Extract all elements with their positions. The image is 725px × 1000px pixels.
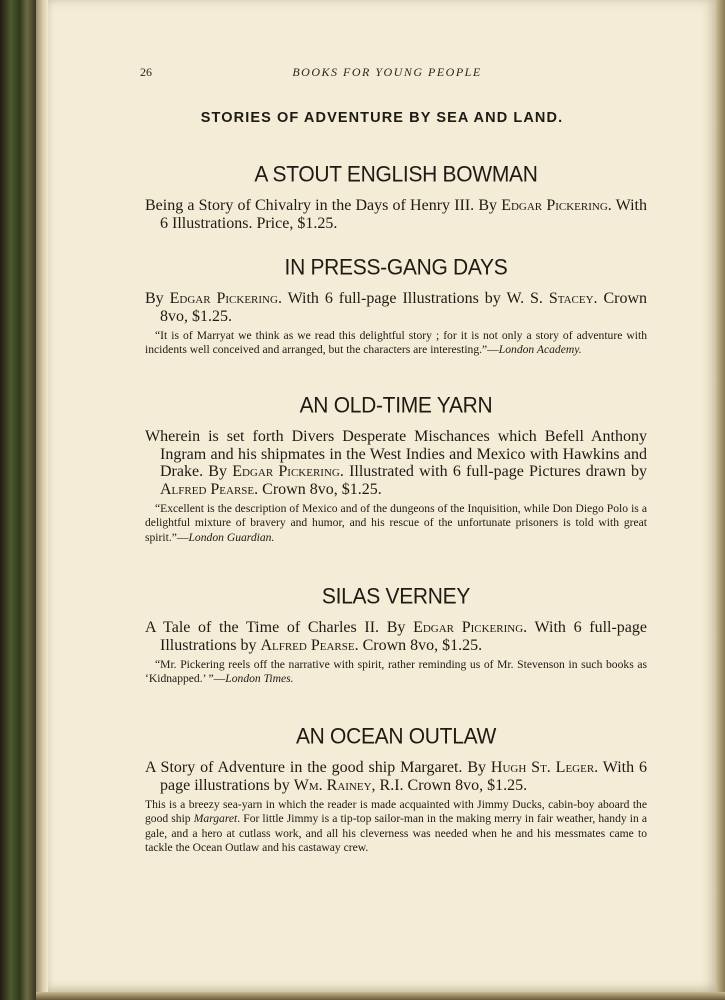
author-name: Edgar Pickering [169,290,278,307]
book-title: AN OCEAN OUTLAW [295,724,497,749]
review-quote: “Excellent is the description of Mexico and of the dungeons of the Inquisition, while Don Diego Polo is a delightful mixture of bravery and humor, and his rescue of the unfortunate prisoners is told with great spirit.”—London Guardian. [145,502,647,544]
review-source: London Times. [225,672,294,686]
book-entry-ocean-outlaw [145,725,647,855]
illustrator-name: S. Stacey [530,290,594,307]
book-title: SILAS VERNEY [321,584,471,609]
book-description: Being a Story of Chivalry in the Days of Henry III. By Edgar Pickering. With 6 Illustrations. Price, $1.25. [145,197,647,232]
book-description: A Tale of the Time of Charles II. By Edgar Pickering. With 6 full-page Illustrations by Alfred Pearse. Crown 8vo, $1.25. [145,619,647,654]
page-edge-right [716,0,725,1000]
author-name: Hugh St. Leger [490,759,595,776]
book-title: A STOUT ENGLISH BOWMAN [254,162,538,187]
section-heading: STORIES OF ADVENTURE BY SEA AND LAND. [200,110,564,126]
illustrator-name: Wm. Rainey [293,776,372,794]
book-title: AN OLD-TIME YARN [299,393,493,418]
book-description: A Story of Adventure in the good ship Margaret. By Hugh St. Leger. With 6 page illustrations by Wm. Rainey, R.I. Crown 8vo, $1.25. [145,759,648,794]
author-name: Edgar Pickering [501,197,608,214]
review-quote: “It is of Marryat we think as we read this delightful story ; for it is not only a story of adventure with incidents well conceived and arranged, but the characters are interesting.”—London Academy. [145,329,647,357]
review-blurb: This is a breezy sea-yarn in which the reader is made acquainted with Jimmy Ducks, cabin-boy aboard the good ship Margaret. For little Jimmy is a tip-top sailor-man in the making merry in fair weather, handy in a gale, and a hero at cutlass work, and all his cleverness was needed when he and his messmates came to tackle the Ocean Outlaw and his castaway crew. [145,798,647,854]
book-entry-stout-english-bowman [145,163,647,232]
page-number: 26 [140,65,152,79]
book-description: Wherein is set forth Divers Desperate Mischances which Befell Anthony Ingram and his shipmates in the West Indies and Mexico with Hawkins and Drake. By Edgar Pickering. Illustrated with 6 full-page Pictures drawn by Alfred Pearse. Crown 8vo, $1.25. [145,428,648,498]
page-edge-bottom [36,992,725,1000]
book-title: IN PRESS-GANG DAYS [284,255,508,280]
book-entry-silas-verney [145,585,647,687]
author-name: Edgar Pickering [413,619,524,636]
illustrator-name: Alfred Pearse [260,636,355,654]
running-head [48,65,716,83]
book-entry-press-gang-days [145,256,647,358]
review-quote: “Mr. Pickering reels off the narrative with spirit, rather reminding us of Mr. Stevenson in such books as ‘Kidnapped.’ ”—London Times. [145,658,647,686]
book-spine [0,0,36,1000]
page-gutter [36,0,48,1000]
book-entry-old-time-yarn [145,394,647,545]
ship-name: Margaret [193,812,238,826]
running-title: BOOKS FOR YOUNG PEOPLE [292,65,482,79]
illustrator-name: Alfred Pearse [160,480,255,498]
review-source: London Academy. [498,343,582,357]
book-page [48,0,716,992]
book-description: By Edgar Pickering. With 6 full-page Illustrations by W. S. Stacey. Crown 8vo, $1.25. [145,290,648,325]
author-name: Edgar Pickering [232,463,340,480]
review-source: London Guardian. [188,530,275,544]
